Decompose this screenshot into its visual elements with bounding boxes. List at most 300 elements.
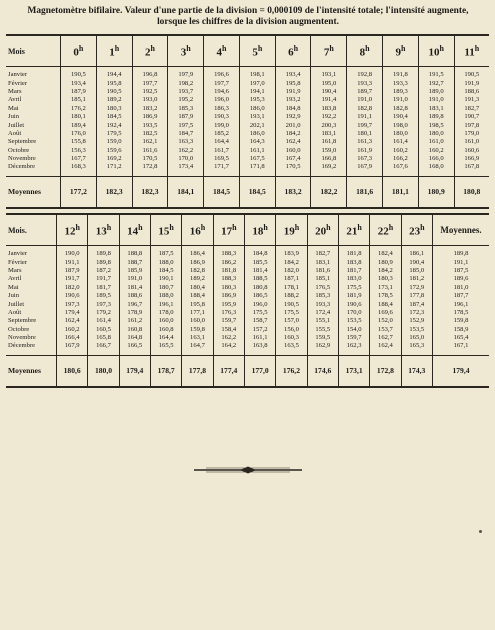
hour-number: 3 <box>180 46 187 59</box>
hour-column-header <box>182 214 213 246</box>
hour-number: 4 <box>216 46 223 59</box>
reading-cell: 155,8 <box>61 138 97 146</box>
reading-cell: 181,4 <box>244 267 275 275</box>
reading-cell: 197,7 <box>132 79 168 87</box>
reading-cell: 193,7 <box>168 88 204 96</box>
hour-column-header <box>401 214 432 246</box>
table-row <box>6 121 489 129</box>
average-cell: 179,4 <box>119 355 150 387</box>
reading-cell: 179,2 <box>88 309 119 317</box>
hour-column-header <box>338 214 369 246</box>
month-label: Février <box>8 79 28 87</box>
decorative-rule <box>192 466 304 474</box>
reading-cell: 183,2 <box>132 105 168 113</box>
reading-cell: 162,9 <box>307 342 338 355</box>
reading-cell: 185,1 <box>61 96 97 104</box>
hour-number: 11 <box>464 46 475 59</box>
hour-number: 15 <box>158 225 170 238</box>
hour-suffix: h <box>114 43 120 53</box>
reading-cell: 159,7 <box>338 334 369 342</box>
hour-number: 9 <box>395 46 401 59</box>
reading-cell: 159,6 <box>96 147 132 155</box>
reading-cell: 154,0 <box>338 326 369 334</box>
reading-cell: 198,1 <box>239 67 275 80</box>
table-hours-0-11 <box>6 34 489 209</box>
reading-cell: 169,6 <box>370 309 401 317</box>
reading-cell: 160,8 <box>150 326 181 334</box>
reading-cell: 189,0 <box>418 88 454 96</box>
reading-cell: 191,0 <box>418 96 454 104</box>
table-row <box>6 309 489 317</box>
reading-cell: 188,8 <box>119 246 150 259</box>
reading-cell: 180,3 <box>96 105 132 113</box>
hour-number: 13 <box>95 225 107 238</box>
reading-cell: 191,7 <box>57 275 88 283</box>
month-label: Avril <box>8 96 22 104</box>
hour-column-header <box>88 214 119 246</box>
reading-cell: 197,0 <box>239 79 275 87</box>
reading-cell: 188,7 <box>119 258 150 266</box>
hour-column-header <box>276 214 307 246</box>
reading-cell: 185,5 <box>244 258 275 266</box>
reading-cell: 189,3 <box>383 88 419 96</box>
monthly-mean-cell: 159,8 <box>433 317 490 325</box>
reading-cell: 184,7 <box>168 130 204 138</box>
average-cell: 173,1 <box>338 355 369 387</box>
average-cell: 181,6 <box>347 176 383 208</box>
reading-cell: 191,0 <box>383 96 419 104</box>
reading-cell: 180,0 <box>383 130 419 138</box>
reading-cell: 185,9 <box>119 267 150 275</box>
reading-cell: 162,4 <box>57 317 88 325</box>
table-row <box>6 147 489 155</box>
reading-cell: 152,0 <box>370 317 401 325</box>
reading-cell: 183,8 <box>311 105 347 113</box>
month-label: Mai <box>8 104 19 112</box>
reading-cell: 194,1 <box>239 88 275 96</box>
reading-cell: 190,4 <box>311 88 347 96</box>
reading-cell: 186,1 <box>401 246 432 259</box>
reading-cell: 172,4 <box>307 309 338 317</box>
reading-cell: 195,8 <box>96 79 132 87</box>
hour-column-header <box>275 35 311 67</box>
month-label: Février <box>8 258 28 266</box>
hour-column-header <box>132 35 168 67</box>
reading-cell: 190,3 <box>204 113 240 121</box>
reading-cell: 198,5 <box>418 121 454 129</box>
hour-number: 8 <box>359 46 366 59</box>
reading-cell: 157,2 <box>244 326 275 334</box>
reading-cell: 157,0 <box>276 317 307 325</box>
reading-cell: 171,7 <box>204 163 240 176</box>
month-label: Octobre <box>8 146 30 154</box>
monthly-mean-cell: 196,1 <box>433 300 490 308</box>
reading-cell: 193,3 <box>383 79 419 87</box>
hour-column-header <box>370 214 401 246</box>
reading-cell: 169,2 <box>311 163 347 176</box>
reading-cell: 184,5 <box>150 267 181 275</box>
reading-cell: 189,5 <box>88 292 119 300</box>
monthly-mean-cell: 165,4 <box>433 334 490 342</box>
monthly-mean-cell: 187,7 <box>433 292 490 300</box>
reading-cell: 177,8 <box>401 292 432 300</box>
hour-suffix: h <box>257 43 263 53</box>
reading-cell: 163,1 <box>182 334 213 342</box>
month-column-header: Mois. <box>6 214 57 246</box>
reading-cell: 167,9 <box>57 342 88 355</box>
reading-cell: 191,0 <box>119 275 150 283</box>
reading-cell: 192,5 <box>132 88 168 96</box>
reading-cell: 160,3 <box>276 334 307 342</box>
average-cell: 176,2 <box>276 355 307 387</box>
reading-cell: 159,5 <box>307 334 338 342</box>
reading-cell: 162,1 <box>132 138 168 146</box>
hour-column-header <box>57 214 88 246</box>
print-speck <box>479 530 482 533</box>
reading-cell: 181,4 <box>119 284 150 292</box>
reading-cell: 197,8 <box>454 121 489 129</box>
reading-cell: 162,3 <box>338 342 369 355</box>
monthly-mean-cell: 181,0 <box>433 284 490 292</box>
hour-number: 22 <box>377 225 389 238</box>
reading-cell: 184,2 <box>370 267 401 275</box>
reading-cell: 161,4 <box>383 138 419 146</box>
hour-suffix: h <box>388 222 394 232</box>
reading-cell: 183,8 <box>338 258 369 266</box>
reading-cell: 195,9 <box>213 300 244 308</box>
reading-cell: 186,9 <box>182 258 213 266</box>
reading-cell: 155,5 <box>307 326 338 334</box>
reading-cell: 181,8 <box>213 267 244 275</box>
reading-cell: 182,0 <box>57 284 88 292</box>
reading-cell: 160,8 <box>119 326 150 334</box>
hour-suffix: h <box>263 222 268 232</box>
average-cell: 182,3 <box>96 176 132 208</box>
reading-cell: 165,5 <box>150 342 181 355</box>
reading-cell: 195,2 <box>168 96 204 104</box>
reading-cell: 178,0 <box>150 309 181 317</box>
reading-cell: 184,5 <box>96 113 132 121</box>
hour-suffix: h <box>138 222 143 232</box>
month-label: Novembre <box>8 334 36 342</box>
month-label: Septembre <box>8 317 37 325</box>
reading-cell: 182,5 <box>132 130 168 138</box>
reading-cell: 181,7 <box>88 284 119 292</box>
reading-cell: 179,5 <box>96 130 132 138</box>
reading-cell: 181,8 <box>338 246 369 259</box>
reading-cell: 196,0 <box>204 96 240 104</box>
reading-cell: 195,8 <box>275 79 311 87</box>
reading-cell: 161,1 <box>239 147 275 155</box>
reading-cell: 158,4 <box>213 326 244 334</box>
reading-cell: 185,1 <box>307 275 338 283</box>
table-row <box>6 105 489 113</box>
hour-suffix: h <box>200 222 206 232</box>
reading-cell: 173,4 <box>168 163 204 176</box>
reading-cell: 171,8 <box>239 163 275 176</box>
reading-cell: 193,1 <box>239 113 275 121</box>
reading-cell: 197,5 <box>168 121 204 129</box>
reading-cell: 183,1 <box>418 105 454 113</box>
reading-cell: 158,7 <box>244 317 275 325</box>
reading-cell: 189,8 <box>88 258 119 266</box>
reading-cell: 187,1 <box>276 275 307 283</box>
reading-cell: 180,3 <box>370 275 401 283</box>
reading-cell: 191,1 <box>57 258 88 266</box>
reading-cell: 196,7 <box>119 300 150 308</box>
reading-cell: 169,5 <box>204 155 240 163</box>
hour-number: 20 <box>315 225 327 238</box>
table-row <box>6 326 489 334</box>
hour-suffix: h <box>186 43 191 53</box>
hour-column-header <box>119 214 150 246</box>
hour-number: 17 <box>221 225 233 238</box>
reading-cell: 190,5 <box>276 300 307 308</box>
reading-cell: 190,6 <box>338 300 369 308</box>
table-row <box>6 155 489 163</box>
reading-cell: 164,4 <box>150 334 181 342</box>
reading-cell: 159,0 <box>96 138 132 146</box>
reading-cell: 178,9 <box>119 309 150 317</box>
reading-cell: 160,6 <box>454 147 489 155</box>
table-row <box>6 138 489 146</box>
reading-cell: 180,9 <box>370 258 401 266</box>
hour-suffix: h <box>150 43 155 53</box>
average-cell: 184,5 <box>204 176 240 208</box>
reading-cell: 173,1 <box>370 284 401 292</box>
reading-cell: 192,4 <box>96 121 132 129</box>
average-cell: 174,6 <box>307 355 338 387</box>
table-row <box>6 96 489 104</box>
reading-cell: 161,0 <box>418 138 454 146</box>
reading-cell: 162,2 <box>168 147 204 155</box>
reading-cell: 183,9 <box>276 246 307 259</box>
hour-column-header <box>96 35 132 67</box>
reading-cell: 187,9 <box>168 113 204 121</box>
reading-cell: 153,5 <box>338 317 369 325</box>
average-cell: 174,3 <box>401 355 432 387</box>
table-row <box>6 284 489 292</box>
reading-cell: 196,0 <box>244 300 275 308</box>
reading-cell: 184,8 <box>275 105 311 113</box>
reading-cell: 191,4 <box>311 96 347 104</box>
reading-cell: 199,7 <box>347 121 383 129</box>
average-cell: 177,0 <box>244 355 275 387</box>
reading-cell: 193,4 <box>61 79 97 87</box>
reading-cell: 180,3 <box>213 284 244 292</box>
reading-cell: 161,3 <box>347 138 383 146</box>
month-label: Juillet <box>8 300 25 308</box>
reading-cell: 193,2 <box>275 96 311 104</box>
reading-cell: 167,7 <box>61 155 97 163</box>
reading-cell: 166,4 <box>57 334 88 342</box>
reading-cell: 191,3 <box>454 96 489 104</box>
reading-cell: 184,8 <box>244 246 275 259</box>
reading-cell: 188,6 <box>119 292 150 300</box>
reading-cell: 188,3 <box>213 275 244 283</box>
reading-cell: 195,3 <box>239 96 275 104</box>
reading-cell: 201,0 <box>275 121 311 129</box>
hour-suffix: h <box>365 43 370 53</box>
reading-cell: 168,3 <box>61 163 97 176</box>
reading-cell: 199,0 <box>204 121 240 129</box>
hour-suffix: h <box>232 222 237 232</box>
hour-suffix: h <box>474 43 480 53</box>
reading-cell: 160,0 <box>275 147 311 155</box>
hour-number: 6 <box>288 46 294 59</box>
reading-cell: 168,0 <box>418 163 454 176</box>
hour-column-header <box>168 35 204 67</box>
month-label: Janvier <box>8 250 28 258</box>
table-row <box>6 300 489 308</box>
reading-cell: 167,4 <box>275 155 311 163</box>
month-label: Septembre <box>8 138 37 146</box>
reading-cell: 175,5 <box>276 309 307 317</box>
reading-cell: 182,0 <box>276 267 307 275</box>
month-label: Janvier <box>8 71 28 79</box>
reading-cell: 156,0 <box>276 326 307 334</box>
reading-cell: 188,2 <box>276 292 307 300</box>
reading-cell: 189,2 <box>182 275 213 283</box>
hour-number: 18 <box>252 225 264 238</box>
reading-cell: 187,2 <box>88 267 119 275</box>
reading-cell: 172,8 <box>132 163 168 176</box>
monthly-mean-cell: 189,6 <box>433 275 490 283</box>
table-hours-12-23 <box>6 213 489 388</box>
reading-cell: 183,1 <box>307 258 338 266</box>
hour-suffix: h <box>78 43 84 53</box>
reading-cell: 189,2 <box>96 96 132 104</box>
reading-cell: 190,5 <box>61 67 97 80</box>
monthly-mean-cell: 178,5 <box>433 309 490 317</box>
reading-cell: 182,7 <box>454 105 489 113</box>
reading-cell: 188,4 <box>370 300 401 308</box>
hour-number: 23 <box>409 225 421 238</box>
reading-cell: 190,0 <box>57 246 88 259</box>
average-cell: 178,7 <box>150 355 181 387</box>
hour-number: 21 <box>346 225 358 238</box>
table-row <box>6 334 489 342</box>
reading-cell: 186,3 <box>204 105 240 113</box>
month-label: Novembre <box>8 155 36 163</box>
reading-cell: 180,7 <box>150 284 181 292</box>
month-label: Mars <box>8 266 22 274</box>
reading-cell: 189,8 <box>88 246 119 259</box>
hour-suffix: h <box>294 222 300 232</box>
reading-cell: 196,6 <box>204 67 240 80</box>
table-row <box>6 317 489 325</box>
reading-cell: 153,7 <box>370 326 401 334</box>
average-cell: 183,2 <box>275 176 311 208</box>
reading-cell: 165,8 <box>88 334 119 342</box>
reading-cell: 155,1 <box>307 317 338 325</box>
reading-cell: 176,3 <box>213 309 244 317</box>
table-row <box>6 246 489 259</box>
reading-cell: 188,0 <box>150 292 181 300</box>
reading-cell: 190,4 <box>401 258 432 266</box>
hour-column-header <box>150 214 181 246</box>
reading-cell: 182,4 <box>370 246 401 259</box>
hour-number: 7 <box>323 46 330 59</box>
reading-cell: 193,3 <box>347 79 383 87</box>
reading-cell: 170,5 <box>132 155 168 163</box>
reading-cell: 190,5 <box>96 88 132 96</box>
reading-cell: 162,4 <box>370 342 401 355</box>
reading-cell: 187,9 <box>61 88 97 96</box>
reading-cell: 186,5 <box>244 292 275 300</box>
table-row <box>6 267 489 275</box>
hour-suffix: h <box>329 43 334 53</box>
reading-cell: 164,2 <box>213 342 244 355</box>
hour-number: 2 <box>144 46 151 59</box>
reading-cell: 183,0 <box>338 275 369 283</box>
reading-cell: 188,5 <box>244 275 275 283</box>
reading-cell: 178,5 <box>370 292 401 300</box>
month-label: Décembre <box>8 342 36 350</box>
reading-cell: 165,3 <box>401 342 432 355</box>
average-cell: 184,1 <box>168 176 204 208</box>
hour-column-header <box>204 35 240 67</box>
reading-cell: 161,6 <box>132 147 168 155</box>
reading-cell: 161,9 <box>347 147 383 155</box>
reading-cell: 193,1 <box>311 67 347 80</box>
reading-cell: 176,0 <box>61 130 97 138</box>
reading-cell: 187,4 <box>401 300 432 308</box>
month-label: Avril <box>8 275 22 283</box>
reading-cell: 166,8 <box>311 155 347 163</box>
reading-cell: 166,7 <box>88 342 119 355</box>
monthly-mean-cell: 187,5 <box>433 267 490 275</box>
reading-cell: 193,5 <box>132 121 168 129</box>
table-row <box>6 275 489 283</box>
reading-cell: 186,0 <box>239 130 275 138</box>
reading-cell: 191,9 <box>454 79 489 87</box>
reading-cell: 197,7 <box>204 79 240 87</box>
average-cell: 180,8 <box>454 176 489 208</box>
hour-column-header <box>311 35 347 67</box>
reading-cell: 180,4 <box>182 284 213 292</box>
reading-cell: 196,8 <box>132 67 168 80</box>
month-label: Décembre <box>8 163 36 171</box>
reading-cell: 190,1 <box>150 275 181 283</box>
reading-cell: 159,0 <box>311 147 347 155</box>
hour-number: 0 <box>73 46 79 59</box>
reading-cell: 191,1 <box>347 113 383 121</box>
monthly-mean-cell: 167,1 <box>433 342 490 355</box>
hour-number: 5 <box>252 46 258 59</box>
reading-cell: 188,0 <box>150 258 181 266</box>
reading-cell: 161,2 <box>119 317 150 325</box>
averages-label: Moyennes <box>6 355 57 387</box>
month-label: Octobre <box>8 325 30 333</box>
reading-cell: 167,3 <box>347 155 383 163</box>
reading-cell: 177,1 <box>182 309 213 317</box>
reading-cell: 178,1 <box>276 284 307 292</box>
reading-cell: 190,5 <box>454 67 489 80</box>
reading-cell: 183,1 <box>311 130 347 138</box>
average-cell: 182,3 <box>132 176 168 208</box>
month-label: Mai <box>8 283 19 291</box>
reading-cell: 191,5 <box>418 67 454 80</box>
average-cell: 172,8 <box>370 355 401 387</box>
hour-column-header <box>347 35 383 67</box>
overall-mean-cell: 179,4 <box>433 355 490 387</box>
reading-cell: 192,8 <box>347 67 383 80</box>
reading-cell: 180,8 <box>244 284 275 292</box>
monthly-mean-cell: 191,1 <box>433 258 490 266</box>
reading-cell: 160,5 <box>88 326 119 334</box>
table-row <box>6 113 489 121</box>
